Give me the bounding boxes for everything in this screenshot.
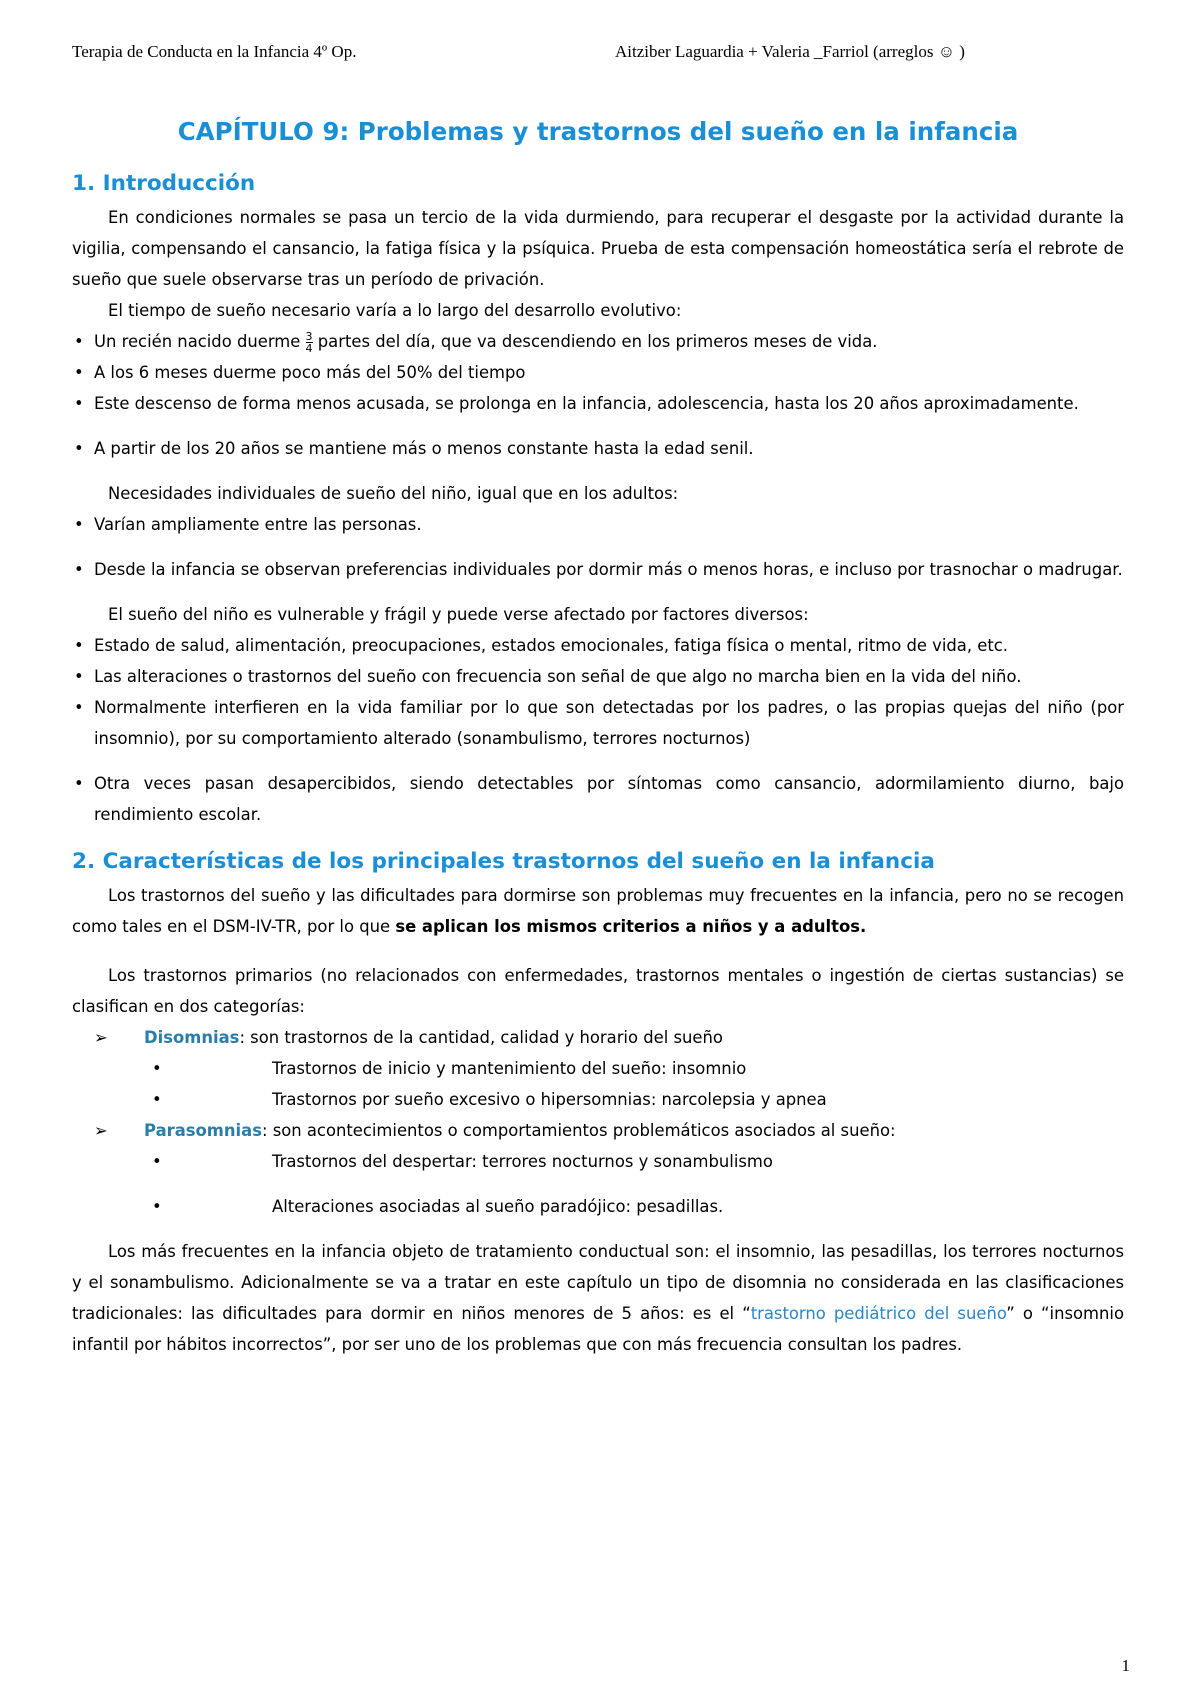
list-item: • Este descenso de forma menos acusada, se prolonga en la infancia, adolescencia, hasta los 20 años aproximadamente. bbox=[72, 388, 1124, 419]
section-heading-introduction bbox=[72, 166, 1124, 202]
list-item: • Alteraciones asociadas al sueño paradójico: pesadillas. bbox=[72, 1191, 1124, 1222]
list-item: • Trastornos por sueño excesivo o hipersomnias: narcolepsia y apnea bbox=[72, 1084, 1124, 1115]
list-item: • Trastornos de inicio y mantenimiento del sueño: insomnio bbox=[72, 1053, 1124, 1084]
vulnerability-paragraph: El sueño del niño es vulnerable y frágil y puede verse afectado por factores diversos: bbox=[108, 605, 809, 624]
individual-needs-list bbox=[72, 509, 1124, 585]
section-number: 2. bbox=[72, 849, 96, 874]
list-item: • A partir de los 20 años se mantiene más o menos constante hasta la edad senil. bbox=[72, 433, 1124, 464]
sleep-time-list bbox=[72, 326, 1124, 464]
page-header bbox=[72, 42, 1032, 66]
term-parasomnias: Parasomnias bbox=[144, 1121, 262, 1140]
parasomnias-sublist bbox=[144, 1146, 1124, 1222]
category-parasomnias: ➢ Parasomnias: son acontecimientos o comportamientos problemáticos asociados al sueño: • Trastornos del despertar: terrores nocturnos y sonambulismo • Alteraciones asociadas al sueño paradójico: pesadillas. bbox=[72, 1115, 1124, 1222]
frequent-disorders-paragraph: Los más frecuentes en la infancia objeto de tratamiento conductual son: el insomnio, las pesadillas, los terrores nocturnos y el sonambulismo. Adicionalmente se va a tratar en este capítulo un tipo de disomnia no considerada en las clasificaciones tradicionales: las dificultades para dormir en niños menores de 5 años: es el “trastorno pediátrico del sueño” o “insomnio infantil por hábitos incorrectos”, por ser uno de los problemas que con más frecuencia consultan los padres. bbox=[72, 1242, 1124, 1354]
header-course: Terapia de Conducta en la Infancia 4º Op. bbox=[72, 42, 357, 61]
term-disomnias: Disomnias bbox=[144, 1028, 240, 1047]
fraction-three-quarters: $\frac{3}{4}$ bbox=[305, 330, 313, 355]
arrow-bullet-icon: ➢ bbox=[94, 1028, 108, 1047]
individual-needs-paragraph: Necesidades individuales de sueño del niño, igual que en los adultos: bbox=[108, 484, 679, 503]
list-item: • Estado de salud, alimentación, preocupaciones, estados emocionales, fatiga física o mental, ritmo de vida, etc. bbox=[72, 630, 1124, 661]
categories-list bbox=[72, 1022, 1124, 1222]
category-disomnias: ➢ Disomnias: son trastornos de la cantidad, calidad y horario del sueño • Trastornos de inicio y mantenimiento del sueño: insomnio • Trastornos por sueño excesivo o hipersomnias: narcolepsia y apnea bbox=[72, 1022, 1124, 1115]
section-heading-characteristics bbox=[72, 844, 1124, 880]
document-body bbox=[72, 112, 1124, 1360]
list-item: • Desde la infancia se observan preferencias individuales por dormir más o menos horas, e incluso por trasnochar o madrugar. bbox=[72, 554, 1124, 585]
list-item: • Las alteraciones o trastornos del sueño con frecuencia son señal de que algo no marcha bien en la vida del niño. bbox=[72, 661, 1124, 692]
chapter-title: CAPÍTULO 9: Problemas y trastornos del sueño en la infancia bbox=[177, 117, 1019, 146]
bold-criteria: se aplican los mismos criterios a niños y a adultos. bbox=[395, 917, 867, 936]
header-authors: Aitziber Laguardia + Valeria _Farriol (arreglos ☺ ) bbox=[615, 42, 965, 61]
page-number: 1 bbox=[1121, 1656, 1130, 1675]
list-item: • Varían ampliamente entre las personas. bbox=[72, 509, 1124, 540]
arrow-bullet-icon: ➢ bbox=[94, 1121, 108, 1140]
intro-paragraph: En condiciones normales se pasa un tercio de la vida durmiendo, para recuperar el desgaste por la actividad durante la vigilia, compensando el cansancio, la fatiga física y la psíquica. Prueba de esta compensación homeostática sería el rebrote de sueño que suele observarse tras un período de privación. bbox=[72, 208, 1124, 289]
list-item: • Un recién nacido duerme $\frac{3}{4}$ partes del día, que va descendiendo en los primeros meses de vida. bbox=[72, 326, 1124, 357]
sleep-time-paragraph: El tiempo de sueño necesario varía a lo largo del desarrollo evolutivo: bbox=[108, 301, 682, 320]
primary-disorders-paragraph: Los trastornos primarios (no relacionados con enfermedades, trastornos mentales o ingestión de ciertas sustancias) se clasifican en dos categorías: bbox=[72, 966, 1124, 1016]
list-item: • Trastornos del despertar: terrores nocturnos y sonambulismo bbox=[72, 1146, 1124, 1177]
list-item: • Normalmente interfieren en la vida familiar por lo que son detectadas por los padres, o las propias quejas del niño (por insomnio), por su comportamiento alterado (sonambulismo, terrores nocturnos) bbox=[72, 692, 1124, 754]
dsm-paragraph: Los trastornos del sueño y las dificultades para dormirse son problemas muy frecuentes en la infancia, pero no se recogen como tales en el DSM-IV-TR, por lo que se aplican los mismos criterios a niños y a adultos. bbox=[72, 886, 1124, 936]
list-item: • Otra veces pasan desapercibidos, siendo detectables por síntomas como cansancio, adormilamiento diurno, bajo rendimiento escolar. bbox=[72, 768, 1124, 830]
section-title: Introducción bbox=[102, 171, 256, 196]
list-item: • A los 6 meses duerme poco más del 50% del tiempo bbox=[72, 357, 1124, 388]
section-title: Características de los principales trastornos del sueño en la infancia bbox=[102, 849, 935, 874]
disomnias-sublist bbox=[144, 1053, 1124, 1115]
factors-list bbox=[72, 630, 1124, 830]
section-number: 1. bbox=[72, 171, 96, 196]
pediatric-sleep-disorder-term: trastorno pediátrico del sueño bbox=[750, 1304, 1007, 1323]
